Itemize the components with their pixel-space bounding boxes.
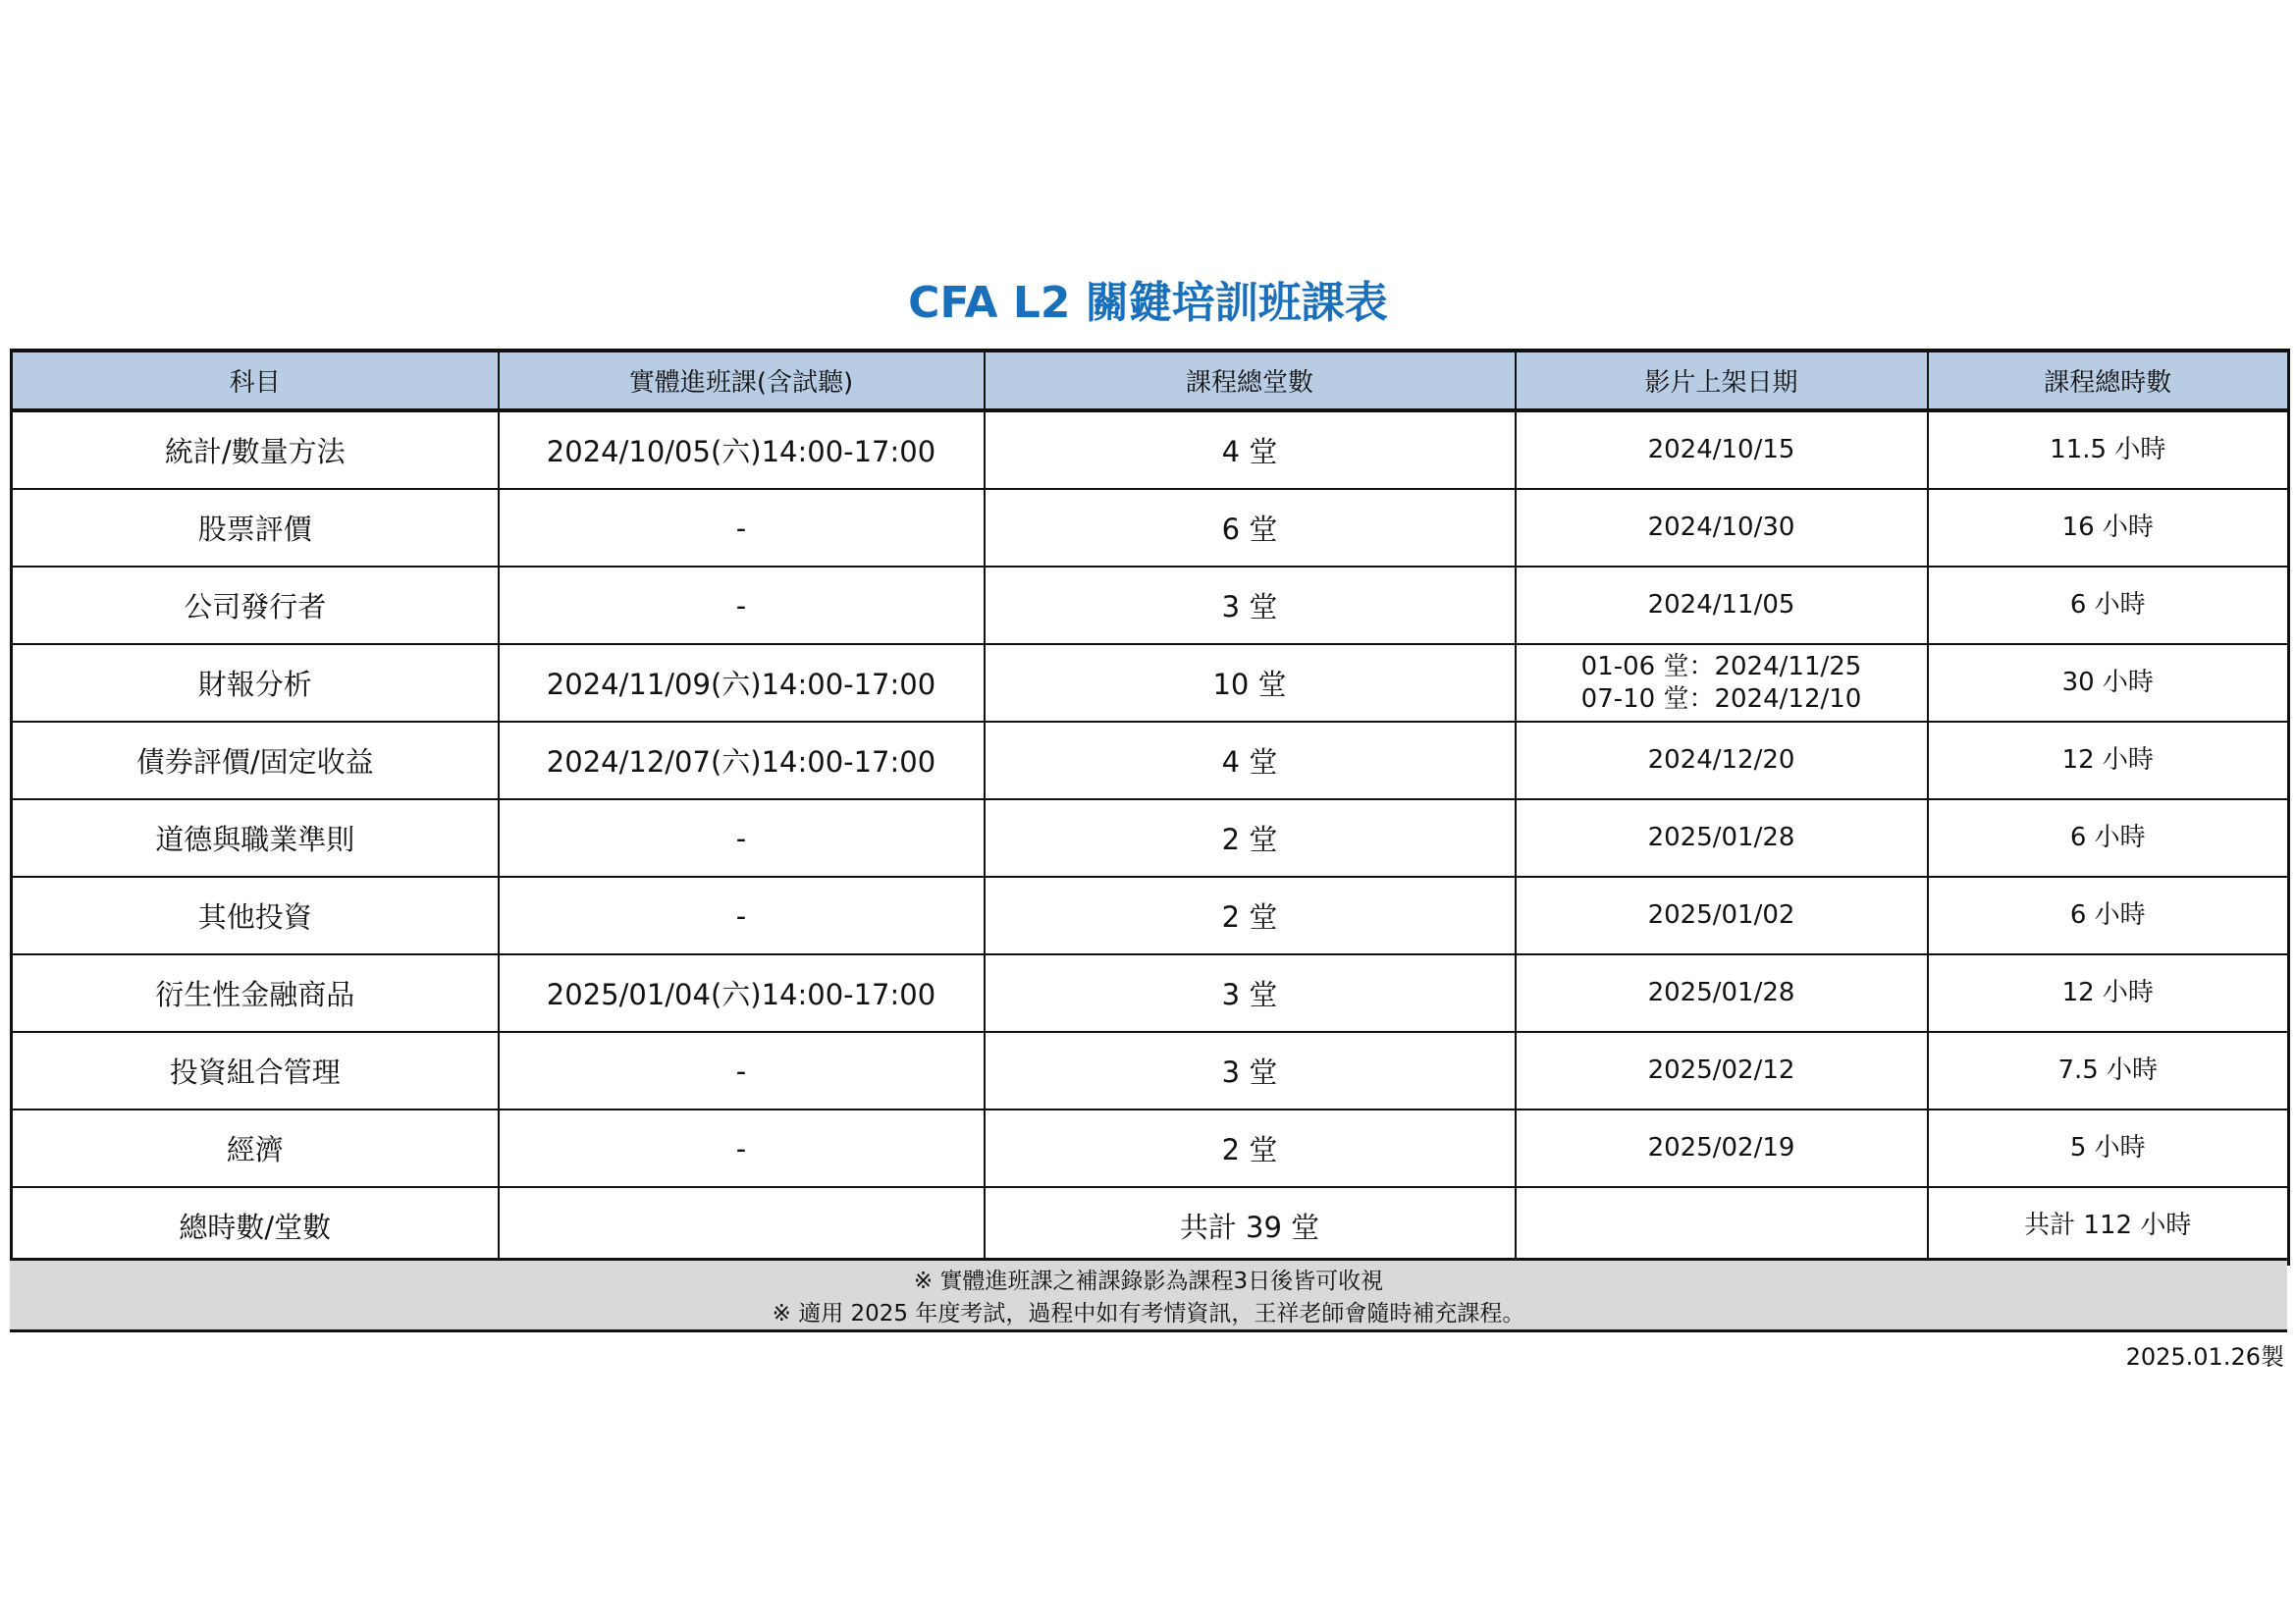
table-row [12, 954, 2289, 1032]
cell-hours: 16 小時 [1928, 489, 2289, 567]
header-in-person: 實體進班課(含試聽) [499, 351, 985, 410]
cell-subject: 投資組合管理 [12, 1032, 499, 1110]
cell-in-person: 2025/01/04(六)14:00-17:00 [499, 954, 985, 1032]
total-row [12, 1187, 2289, 1265]
cell-subject: 衍生性金融商品 [12, 954, 499, 1032]
cell-subject: 公司發行者 [12, 567, 499, 644]
cell-video-date: 2024/11/05 [1516, 567, 1928, 644]
header-hours: 課程總時數 [1928, 351, 2289, 410]
cell-in-person: - [499, 877, 985, 954]
cell-hours: 6 小時 [1928, 799, 2289, 877]
cell-subject: 道德與職業準則 [12, 799, 499, 877]
cell-video-date: 2025/01/02 [1516, 877, 1928, 954]
cell-video-date: 2025/02/12 [1516, 1032, 1928, 1110]
cell-sessions: 6 堂 [985, 489, 1516, 567]
cell-video-date: 2025/02/19 [1516, 1110, 1928, 1187]
cell-in-person: 2024/10/05(六)14:00-17:00 [499, 410, 985, 489]
cell-in-person: 2024/11/09(六)14:00-17:00 [499, 644, 985, 722]
page-title: CFA L2 關鍵培訓班課表 [908, 278, 1388, 328]
note-line: ※ 實體進班課之補課錄影為課程3日後皆可收視 [913, 1269, 1384, 1294]
cell-in-person: - [499, 1032, 985, 1110]
cell-in-person: - [499, 489, 985, 567]
cell-video-date: 2024/10/30 [1516, 489, 1928, 567]
header-video-date: 影片上架日期 [1516, 351, 1928, 410]
cell-in-person: 2024/12/07(六)14:00-17:00 [499, 722, 985, 799]
cell-in-person: - [499, 1110, 985, 1187]
cell-hours: 11.5 小時 [1928, 410, 2289, 489]
cell-hours: 6 小時 [1928, 877, 2289, 954]
table-row [12, 489, 2289, 567]
cell-hours: 30 小時 [1928, 644, 2289, 722]
table-row [12, 1110, 2289, 1187]
cell-empty [1516, 1187, 1928, 1265]
date-line: 01-06 堂：2024/11/25 [1580, 651, 1862, 681]
cell-video-date: 2025/01/28 [1516, 799, 1928, 877]
header-sessions: 課程總堂數 [985, 351, 1516, 410]
cell-sessions: 3 堂 [985, 954, 1516, 1032]
cell-sessions: 10 堂 [985, 644, 1516, 722]
schedule-table [10, 349, 2290, 1266]
cell-sessions: 4 堂 [985, 410, 1516, 489]
cell-sessions: 2 堂 [985, 1110, 1516, 1187]
cell-sessions: 2 堂 [985, 799, 1516, 877]
cell-sessions: 2 堂 [985, 877, 1516, 954]
cell-video-date [1516, 644, 1928, 722]
table-row [12, 799, 2289, 877]
header-subject: 科目 [12, 351, 499, 410]
table-row [12, 644, 2289, 722]
notes [10, 1258, 2287, 1332]
cell-hours: 6 小時 [1928, 567, 2289, 644]
table-row [12, 1032, 2289, 1110]
date-line: 07-10 堂：2024/12/10 [1580, 683, 1862, 714]
note-line: ※ 適用 2025 年度考試，過程中如有考情資訊，王祥老師會隨時補充課程。 [772, 1301, 1525, 1326]
cell-subject: 財報分析 [12, 644, 499, 722]
cell-subject: 股票評價 [12, 489, 499, 567]
cell-subject: 統計/數量方法 [12, 410, 499, 489]
cell-sessions: 3 堂 [985, 567, 1516, 644]
cell-hours: 12 小時 [1928, 722, 2289, 799]
table-row [12, 567, 2289, 644]
total-hours: 共計 112 小時 [1928, 1187, 2289, 1265]
table-header-row [12, 351, 2289, 410]
cell-hours: 7.5 小時 [1928, 1032, 2289, 1110]
table-row [12, 410, 2289, 489]
cell-video-date: 2024/12/20 [1516, 722, 1928, 799]
cell-sessions: 4 堂 [985, 722, 1516, 799]
total-sessions: 共計 39 堂 [985, 1187, 1516, 1265]
made-date: 2025.01.26製 [2125, 1343, 2284, 1371]
cell-in-person: - [499, 799, 985, 877]
cell-subject: 其他投資 [12, 877, 499, 954]
cell-sessions: 3 堂 [985, 1032, 1516, 1110]
cell-in-person: - [499, 567, 985, 644]
cell-subject: 經濟 [12, 1110, 499, 1187]
cell-hours: 5 小時 [1928, 1110, 2289, 1187]
cell-hours: 12 小時 [1928, 954, 2289, 1032]
cell-video-date: 2024/10/15 [1516, 410, 1928, 489]
cell-video-date: 2025/01/28 [1516, 954, 1928, 1032]
table-row [12, 722, 2289, 799]
total-label: 總時數/堂數 [12, 1187, 499, 1265]
cell-subject: 債券評價/固定收益 [12, 722, 499, 799]
table-row [12, 877, 2289, 954]
cell-empty [499, 1187, 985, 1265]
